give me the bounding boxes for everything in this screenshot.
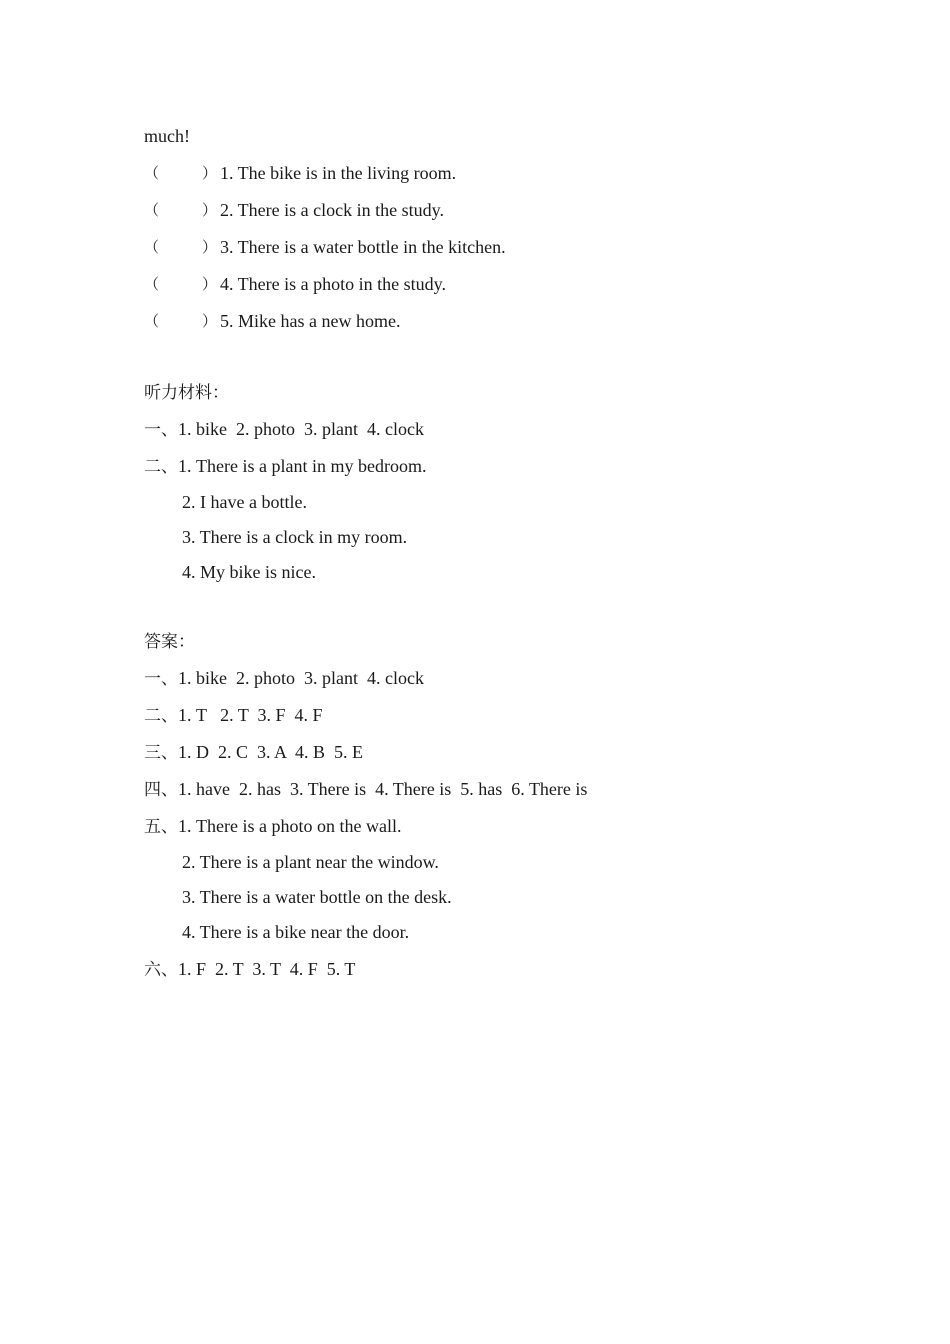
answer-paren-open: （ [144,164,160,182]
answer-paren-close: ） [202,201,218,219]
listening-heading: 听力材料： [144,383,229,403]
statement-text: 5. Mike has a new home. [220,311,401,331]
answer-paren-open: （ [144,238,160,256]
answer-paren-close: ） [202,164,218,182]
answer-part-2 [144,703,323,728]
answers-heading: 答案： [144,632,195,652]
section-text: 1. D 2. C 3. A 4. B 5. E [178,742,364,762]
section-number: 一、 [144,669,178,689]
answer-part-3 [144,740,363,765]
statement-text: 1. The bike is in the living room. [220,163,457,183]
true-false-item-2 [144,198,644,222]
listening-part-2-line-3: 3. There is a clock in my room. [182,527,408,547]
statement-text: 2. There is a clock in the study. [220,200,444,220]
section-number: 三、 [144,743,178,763]
section-number: 二、 [144,457,178,477]
statement-text: 4. There is a photo in the study. [220,274,446,294]
listening-part-1 [144,417,424,442]
section-number: 五、 [144,817,178,837]
statement-text: 3. There is a water bottle in the kitchen. [220,237,506,257]
section-text: 1. T 2. T 3. F 4. F [178,705,323,725]
answer-part-1 [144,666,424,691]
answer-paren-open: （ [144,201,160,219]
answer-part-6 [144,957,355,982]
answer-part-5-line-3: 3. There is a water bottle on the desk. [182,887,452,907]
true-false-item-5 [144,309,644,333]
listening-part-2-line-4: 4. My bike is nice. [182,562,316,582]
answer-paren-close: ） [202,238,218,256]
true-false-item-3 [144,235,644,259]
answer-part-5-line-2: 2. There is a plant near the window. [182,852,439,872]
answer-paren-open: （ [144,275,160,293]
listening-part-2 [144,454,426,479]
answer-part-4 [144,777,587,802]
section-text: 1. bike 2. photo 3. plant 4. clock [178,668,424,688]
answer-paren-close: ） [202,312,218,330]
section-text: 1. There is a photo on the wall. [178,816,402,836]
section-text: 1. There is a plant in my bedroom. [178,456,427,476]
true-false-item-1 [144,161,644,185]
continued-text: much! [144,126,190,146]
section-text: 1. have 2. has 3. There is 4. There is 5. has 6. There is [178,779,588,799]
section-number: 二、 [144,706,178,726]
section-text: 1. bike 2. photo 3. plant 4. clock [178,419,424,439]
listening-part-2-line-2: 2. I have a bottle. [182,492,307,512]
answer-paren-open: （ [144,312,160,330]
answer-part-5 [144,814,401,839]
true-false-item-4 [144,272,644,296]
section-number: 一、 [144,420,178,440]
section-number: 六、 [144,960,178,980]
section-number: 四、 [144,780,178,800]
section-text: 1. F 2. T 3. T 4. F 5. T [178,959,356,979]
answer-part-5-line-4: 4. There is a bike near the door. [182,922,410,942]
answer-paren-close: ） [202,275,218,293]
